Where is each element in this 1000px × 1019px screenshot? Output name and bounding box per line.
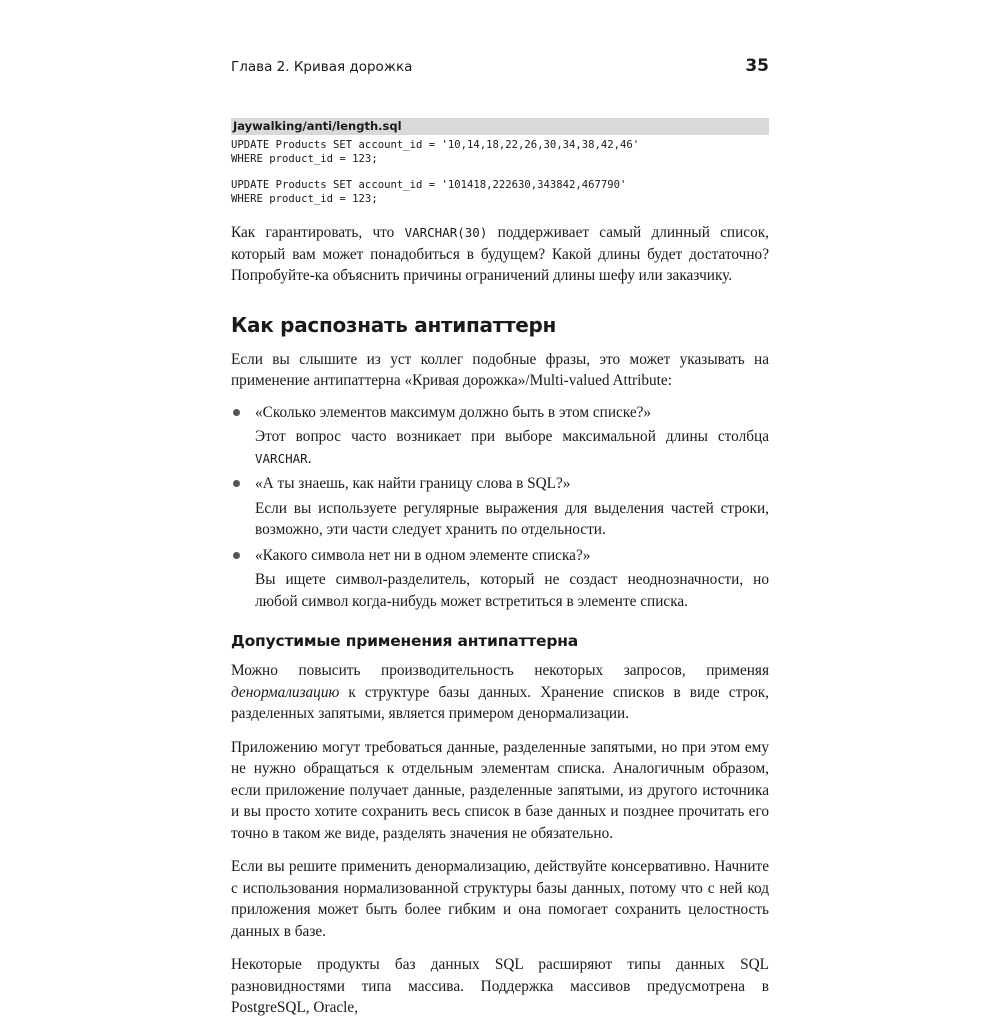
list-item [231, 545, 769, 613]
list-item [231, 473, 769, 541]
bullet-question: «А ты знаешь, как найти границу слова в SQL?» [255, 475, 571, 492]
listing-caption: Jaywalking/anti/length.sql [231, 118, 769, 135]
bullet-question: «Сколько элементов максимум должно быть в этом списке?» [255, 403, 652, 421]
paragraph: Приложению могут требоваться данные, разделенные запятыми, но при этом ему не нужно обращаться к отдельным элементам списка. Аналогичным образом, если приложение получает данные, разделенные запятыми, из другого источника и вы просто хотите сохранить весь список в базе данных и позднее прочитать его точно в таком же виде, разделять значения не обязательно. [231, 738, 769, 842]
paragraph [231, 660, 769, 725]
list-item [231, 402, 769, 470]
inline-code: VARCHAR(30) [404, 225, 488, 240]
bullet-answer: Вы ищете символ-разделитель, который не создаст неоднозначности, но любой символ когда-нибудь может встретиться в элементе списка. [255, 571, 769, 610]
code-listing [231, 118, 769, 206]
code-line: UPDATE Products SET account_id = '10,14,18,22,26,30,34,38,42,46' [231, 139, 640, 151]
p1-text: Можно повысить производительность некоторых запросов, применяя [231, 662, 769, 679]
intro-text-cont: поддерживает самый длинный список, который вам может понадобиться в будущем? Какой длины будет достаточно? Попробуйте-ка объяснить причины ограничений длины шефу или заказчику. [231, 224, 769, 284]
code-line: WHERE product_id = 123; [231, 153, 378, 165]
answer-text: Этот вопрос часто возникает при выборе максимальной длины столбца [255, 428, 769, 445]
bullet-icon [233, 480, 240, 487]
bullet-question: «Какого символа нет ни в одном элементе списка?» [255, 546, 591, 564]
running-head [231, 56, 769, 86]
code-line: UPDATE Products SET account_id = '101418,222630,343842,467790' [231, 179, 627, 191]
bullet-answer [255, 426, 769, 469]
subsection-heading: Допустимые применения антипаттерна [231, 632, 579, 650]
bullet-icon [233, 552, 240, 559]
section-heading: Как распознать антипаттерн [231, 312, 557, 337]
answer-text-end: . [307, 449, 312, 467]
book-page [231, 56, 769, 1019]
section-lead: Если вы слышите из уст коллег подобные фразы, это может указывать на применение антипаттерна «Кривая дорожка»/Multi-valued Attribute: [231, 350, 769, 389]
page-number: 35 [745, 56, 769, 76]
code-line: WHERE product_id = 123; [231, 193, 378, 205]
bullet-answer: Если вы используете регулярные выражения для выделения частей строки, возможно, эти части следует хранить по отдельности. [255, 499, 769, 538]
paragraph: Если вы решите применить денормализацию, действуйте консервативно. Начните с использования нормализованной структуры базы данных, потому что с ней код приложения может быть более гибким и она помогает сохранить целостность данных в базе. [231, 858, 769, 940]
p1-text-cont: к структуре базы данных. Хранение списков в виде строк, разделенных запятыми, является примером денормализации. [231, 683, 769, 722]
code-block-2 [231, 178, 769, 206]
bullet-list [231, 402, 769, 613]
code-block-1 [231, 135, 769, 166]
inline-code: VARCHAR [255, 450, 308, 466]
italic-term: денормализацию [231, 683, 340, 701]
bullet-icon [233, 409, 240, 416]
paragraph: Некоторые продукты баз данных SQL расширяют типы данных SQL разновидностями типа массива. Поддержка массивов предусмотрена в PostgreSQL, Oracle, [231, 956, 769, 1016]
intro-paragraph [231, 222, 769, 287]
chapter-title: Глава 2. Кривая дорожка [231, 59, 413, 75]
intro-text: Как гарантировать, что [231, 224, 405, 241]
